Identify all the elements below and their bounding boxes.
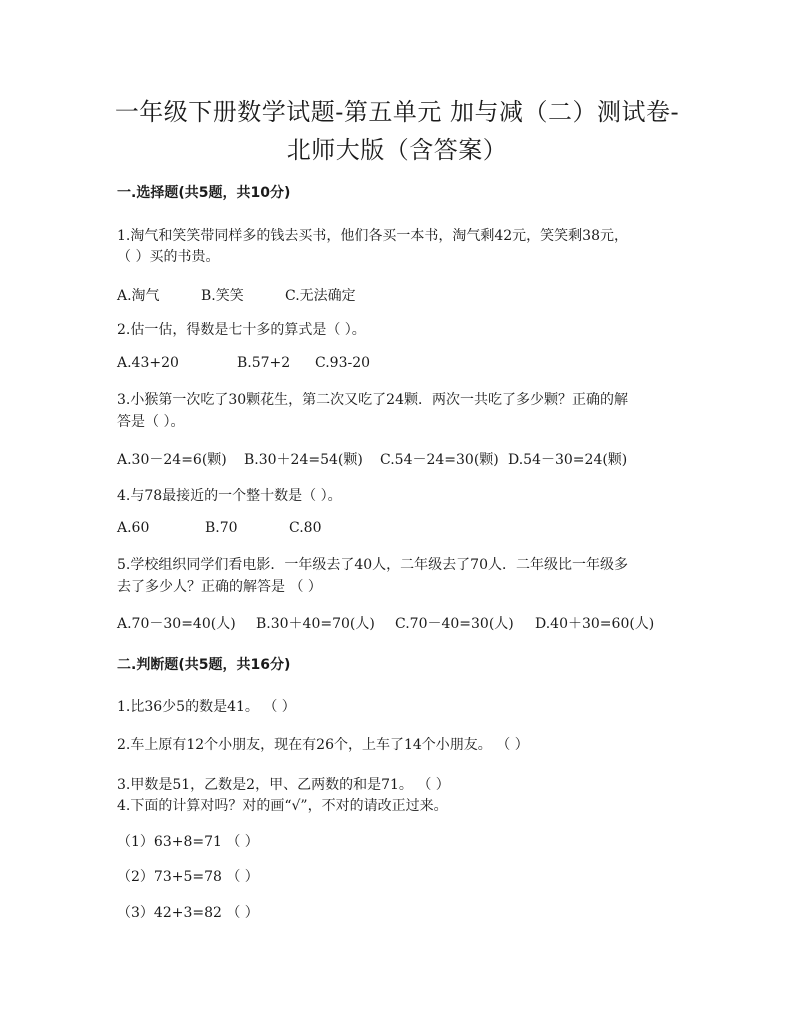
question-1-option-a: A.淘气 bbox=[117, 288, 160, 304]
question-1-line-2: （ ）买的书贵。 bbox=[117, 249, 220, 265]
document-title-line2: 北师大版（含答案） bbox=[286, 136, 508, 164]
question-2-options bbox=[117, 355, 370, 371]
judgment-item-1: 1.比36少5的数是41。 （ ） bbox=[117, 699, 296, 715]
section-heading-judgment: 二.判断题(共5题，共16分) bbox=[117, 657, 291, 673]
judgment-sub-item-1: （1）63+8=71 （ ） bbox=[117, 834, 259, 850]
judgment-sub-item-3: （3）42+3=82 （ ） bbox=[117, 905, 259, 921]
question-4-option-b: B.70 bbox=[205, 520, 238, 536]
question-2-option-b: B.57+2 bbox=[237, 355, 291, 371]
question-5-line-2: 去了多少人？正确的解答是 （ ） bbox=[117, 579, 322, 595]
question-4-options bbox=[117, 520, 321, 536]
question-3-option-b: B.30＋24=54(颗) bbox=[244, 452, 363, 468]
question-2-option-a: A.43+20 bbox=[117, 355, 179, 371]
question-5-option-a: A.70－30=40(人) bbox=[117, 616, 236, 632]
question-5-line-1: 5.学校组织同学们看电影．一年级去了40人，二年级去了70人．二年级比一年级多 bbox=[117, 557, 628, 573]
question-3-option-c: C.54－24=30(颗) bbox=[380, 452, 499, 468]
judgment-sub-item-2: （2）73+5=78 （ ） bbox=[117, 869, 259, 885]
question-5-option-c: C.70－40=30(人) bbox=[395, 616, 514, 632]
question-1-options bbox=[117, 285, 356, 305]
question-1-option-c: C.无法确定 bbox=[285, 288, 356, 304]
question-1-line-1: 1.淘气和笑笑带同样多的钱去买书，他们各买一本书，淘气剩42元，笑笑剩38元， bbox=[117, 228, 628, 244]
question-3-option-d: D.54－30=24(颗) bbox=[508, 452, 628, 468]
section-heading-choice: 一.选择题(共5题，共10分) bbox=[117, 185, 291, 201]
question-5-option-d: D.40＋30=60(人) bbox=[535, 616, 655, 632]
question-5-option-b: B.30＋40=70(人) bbox=[256, 616, 375, 632]
question-4-option-c: C.80 bbox=[289, 520, 322, 536]
question-1-option-b: B.笑笑 bbox=[201, 288, 244, 304]
question-3-line-2: 答是（ ）。 bbox=[117, 414, 185, 430]
question-4-option-a: A.60 bbox=[117, 520, 150, 536]
question-4-line-1: 4.与78最接近的一个整十数是（ ）。 bbox=[117, 488, 342, 504]
question-2-option-c: C.93-20 bbox=[315, 355, 371, 371]
question-3-option-a: A.30－24=6(颗) bbox=[117, 452, 227, 468]
question-3-line-1: 3.小猴第一次吃了30颗花生，第二次又吃了24颗．两次一共吃了多少颗？正确的解 bbox=[117, 392, 628, 408]
question-3-options bbox=[117, 449, 627, 469]
judgment-item-4: 4.下面的计算对吗？对的画“√”，不对的请改正过来。 bbox=[117, 798, 448, 814]
judgment-item-2: 2.车上原有12个小朋友，现在有26个，上车了14个小朋友。 （ ） bbox=[117, 737, 529, 753]
question-2-line-1: 2.估一估，得数是七十多的算式是（ ）。 bbox=[117, 322, 366, 338]
question-5-options bbox=[117, 613, 654, 633]
judgment-item-3: 3.甲数是51，乙数是2，甲、乙两数的和是71。 （ ） bbox=[117, 777, 450, 793]
document-title-line1: 一年级下册数学试题-第五单元 加与减（二）测试卷- bbox=[114, 98, 680, 126]
